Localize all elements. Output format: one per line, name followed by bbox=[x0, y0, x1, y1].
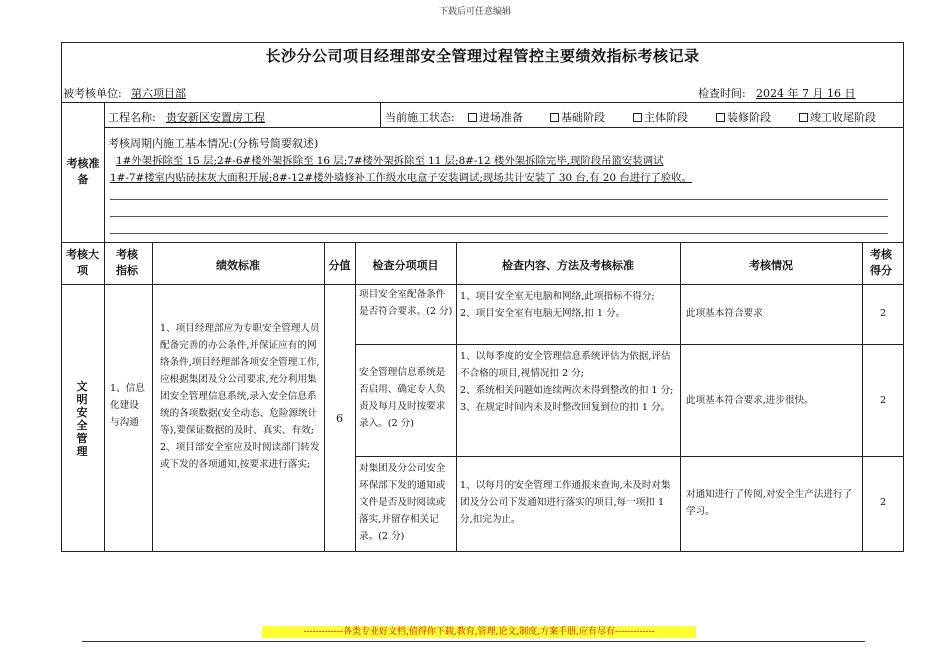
situation-label: 考核周期内施工基本情况:(分栋号简要叙述) bbox=[108, 137, 319, 150]
method-line: 1、项目安全室无电脑和网络,此项指标不得分; bbox=[460, 291, 655, 302]
top-note: 下载后可任意编辑 bbox=[438, 7, 511, 17]
stage-option-1[interactable]: 进场准备 bbox=[468, 109, 523, 125]
assessed-unit-value: 第六项目部 bbox=[131, 87, 186, 100]
col-standard-header: 绩效标准 bbox=[216, 259, 260, 272]
method-line: 1、以每季度的安全管理信息系统评估为依据,评估不合格的项目,视情况扣 2 分; bbox=[460, 351, 671, 379]
vline-standard bbox=[324, 242, 325, 552]
situation-line-1: 1#外架拆除至 15 层;2#-6#楼外架拆除至 16 层;7#楼外架拆除至 11 层;8#-12 楼外架拆除完毕,现阶段吊篮安装调试 bbox=[116, 155, 664, 167]
vline-project-stage bbox=[380, 102, 381, 127]
vline-score bbox=[355, 242, 356, 552]
standard-text bbox=[160, 320, 320, 473]
checkbox-icon bbox=[633, 113, 642, 122]
divider-subrow-1 bbox=[355, 344, 904, 345]
vline-method bbox=[680, 242, 681, 552]
document-title: 长沙分公司项目经理部安全管理过程管控主要绩效指标考核记录 bbox=[265, 47, 700, 65]
method-line: 2、项目安全室有电脑无网络,扣 1 分。 bbox=[460, 308, 626, 319]
col-method-header: 检查内容、方法及考核标准 bbox=[502, 259, 634, 272]
col-result-header: 考核情况 bbox=[749, 259, 793, 272]
check-time-label: 检查时间: bbox=[698, 87, 746, 100]
blank-line-2 bbox=[110, 216, 888, 217]
col-indicator-header: 考核指标 bbox=[116, 248, 138, 277]
vline-item bbox=[456, 242, 457, 552]
footer-banner: -------------各类专业好文档,值得你下载,教育,管理,论文,制度,方案手册,应有尽有------------- bbox=[262, 626, 696, 638]
stage-label: 当前施工状态: bbox=[385, 111, 455, 124]
divider-subrow-2 bbox=[355, 456, 904, 457]
col-category-header: 考核大项 bbox=[66, 248, 99, 277]
method-line: 2、系统相关问题如连续两次未得到整改的扣 1 分; bbox=[460, 385, 674, 396]
standard-paragraph-2: 2、项目部安全室应及时阅读部门转发或下发的各项通知,按要求进行落实; bbox=[160, 442, 320, 470]
project-name-label: 工程名称: bbox=[108, 111, 156, 124]
method-line: 1、以每月的安全管理工作通报来查询,未及时对集团及分公司下发通知进行落实的项目,每一项扣 1 分,扣完为止。 bbox=[460, 480, 671, 525]
col-score-header: 分值 bbox=[328, 259, 351, 272]
subitem-3-item: 对集团及分公司安全环保部下发的通知或文件是否及时阅读或落实,并留存相关记录。(2 分) bbox=[359, 463, 446, 542]
checkbox-icon bbox=[799, 113, 808, 122]
subitem-3-points: 2 bbox=[879, 497, 887, 508]
stage-option-5[interactable]: 竣工收尾阶段 bbox=[799, 109, 876, 125]
score-value: 6 bbox=[336, 412, 343, 425]
standard-paragraph-1: 1、项目经理部应为专职安全管理人员配备完善的办公条件,并保证应有的网络条件,项目经理部各项安全管理工作,应根据集团及分公司要求,充分利用集团安全管理信息系统,录入安全信息系统的各项数据(安全动态、危险源统计等),要保证数据的及时、真实、有效; bbox=[160, 323, 320, 436]
vline-indicator bbox=[152, 242, 153, 552]
subitem-3-method bbox=[460, 477, 676, 528]
checkbox-icon bbox=[550, 113, 559, 122]
stage-option-2[interactable]: 基础阶段 bbox=[550, 109, 605, 125]
subitem-2-result: 此项基本符合要求,进步很快。 bbox=[686, 395, 814, 406]
subitem-2-points: 2 bbox=[879, 395, 887, 406]
subitem-1-points: 2 bbox=[879, 308, 887, 319]
project-name-value: 贵安新区安置房工程 bbox=[166, 111, 265, 124]
method-line: 3、在规定时间内未及时整改回复到位的扣 1 分。 bbox=[460, 402, 671, 413]
subitem-2-item: 安全管理信息系统是否启用、确定专人负责及每月及时按要求录入。(2 分) bbox=[359, 367, 446, 429]
col-item-header: 检查分项项目 bbox=[372, 259, 439, 272]
col-points-header: 考核得分 bbox=[870, 248, 892, 277]
subitem-2-method bbox=[460, 348, 676, 416]
stage-option-3[interactable]: 主体阶段 bbox=[633, 109, 688, 125]
stage-option-4[interactable]: 装修阶段 bbox=[716, 109, 771, 125]
indicator-value: 1、信息化建设与沟通 bbox=[110, 383, 145, 428]
subitem-3-result: 对通知进行了传阅,对安全生产法进行了学习。 bbox=[686, 489, 853, 517]
check-time-value: 2024 年 7 月 16 日 bbox=[756, 87, 856, 100]
footer-line bbox=[82, 641, 865, 642]
subitem-1-item: 项目安全室配备条件是否符合要求。(2 分) bbox=[359, 289, 453, 317]
subitem-1-result: 此项基本符合要求 bbox=[686, 308, 763, 319]
blank-line-3 bbox=[110, 233, 888, 234]
subitem-1-method bbox=[460, 288, 676, 322]
divider-col-header bbox=[61, 284, 904, 285]
divider-prep-bottom bbox=[61, 242, 904, 243]
prep-section-label: 考核准备 bbox=[66, 157, 100, 186]
divider-prep bbox=[104, 127, 904, 128]
checkbox-icon bbox=[468, 113, 477, 122]
divider-header bbox=[61, 102, 904, 103]
vline-category bbox=[104, 102, 105, 552]
checkbox-icon bbox=[716, 113, 725, 122]
situation-line-2: 1#-7#楼室内贴砖抹灰大面积开展;8#-12#楼外墙修补工作级水电盒子安装调试;现场共计安装了 30 台,有 20 台进行了验收。 bbox=[110, 172, 693, 184]
assessed-unit-label: 被考核单位: bbox=[63, 87, 122, 100]
blank-line-1 bbox=[110, 199, 888, 200]
category-value: 文明安全管理 bbox=[76, 380, 88, 458]
